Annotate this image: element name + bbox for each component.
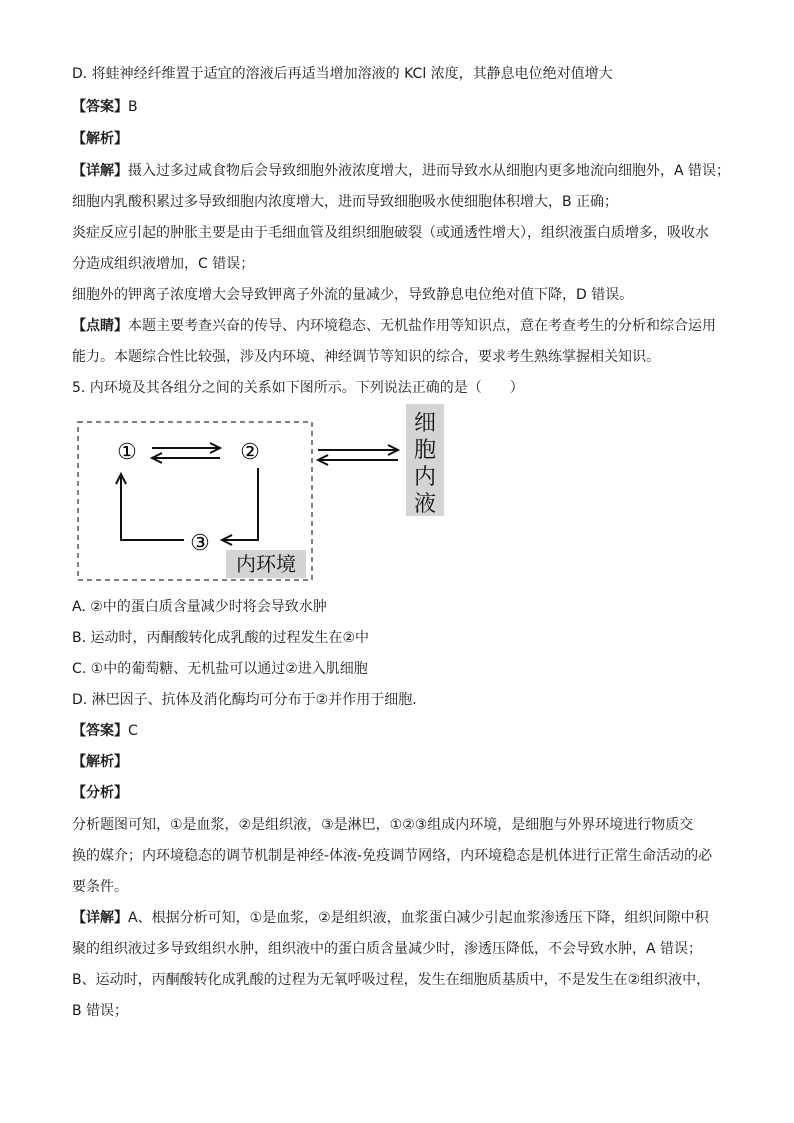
inner-environment-label: 内环境 — [236, 552, 296, 576]
node-3: ③ — [190, 531, 210, 556]
node-2: ② — [240, 440, 260, 465]
q4-detail-line-3: 炎症反应引起的肿胀主要是由于毛细血管及组织细胞破裂（或通透性增大），组织液蛋白质增多，吸收水 — [72, 225, 709, 241]
q5-fenxi-line-2: 换的媒介；内环境稳态的调节机制是神经-体液-免疫调节网络，内环境稳态是机体进行正常生命活动的必 — [72, 848, 713, 864]
detail-text: A、根据分析可知，①是血浆，②是组织液，血浆蛋白减少引起血浆渗透压下降，组织间隙中积 — [128, 910, 709, 926]
q5-detail-line-3: B、运动时，丙酮酸转化成乳酸的过程为无氧呼吸过程，发生在细胞质基质中，不是发生在②组织液中， — [72, 972, 711, 988]
comment-text: 本题主要考查兴奋的传导、内环境稳态、无机盐作用等知识点，意在考查考生的分析和综合运用 — [128, 318, 716, 334]
q5-detail-line-4: B 错误； — [72, 1003, 129, 1019]
q4-option-d: D. 将蛙神经纤维置于适宜的溶液后再适当增加溶液的 KCl 浓度，其静息电位绝对值增大 — [72, 66, 613, 82]
q5-detail-line-2: 聚的组织液过多导致组织水肿，组织液中的蛋白质含量减少时，渗透压降低，不会导致水肿，A 错误； — [72, 941, 703, 957]
arrow-3-to-1 — [116, 474, 184, 540]
q4-answer — [72, 97, 138, 117]
q4-analysis-tag: 【解析】 — [72, 131, 128, 147]
comment-tag: 【点睛】 — [72, 318, 128, 334]
detail-text: 摄入过多过咸食物后会导致细胞外液浓度增大，进而导致水从细胞内更多地流向细胞外，A 错误； — [128, 163, 731, 179]
arrow-2-to-3 — [222, 468, 258, 545]
answer-tag: 【答案】 — [72, 723, 128, 739]
q4-detail-line-5: 细胞外的钾离子浓度增大会导致钾离子外流的量减少，导致静息电位绝对值下降，D 错误。 — [72, 287, 634, 303]
q5-option-c: C. ①中的葡萄糖、无机盐可以通过②进入肌细胞 — [72, 661, 368, 677]
internal-environment-diagram — [72, 398, 452, 584]
cell-label-char-4: 液 — [413, 492, 437, 517]
q5-option-a: A. ②中的蛋白质含量减少时将会导致水肿 — [72, 599, 327, 615]
q5-option-b: B. 运动时，丙酮酸转化成乳酸的过程发生在②中 — [72, 630, 370, 646]
answer-value: C — [128, 723, 138, 739]
q5-answer — [72, 721, 138, 741]
cell-label-char-3: 内 — [413, 465, 437, 490]
q5-detail-line-1 — [72, 908, 709, 928]
cell-label-char-1: 细 — [413, 411, 437, 436]
q5-stem: 5. 内环境及其各组分之间的关系如下图所示。下列说法正确的是（ ） — [72, 380, 524, 396]
q5-fenxi-line-3: 要条件。 — [72, 879, 128, 895]
cell-label-char-2: 胞 — [413, 438, 437, 463]
q4-comment-line-1 — [72, 316, 716, 336]
answer-tag: 【答案】 — [72, 99, 128, 115]
q4-detail-line-4: 分造成组织液增加，C 错误； — [72, 256, 255, 272]
q5-fenxi-line-1: 分析题图可知，①是血浆，②是组织液，③是淋巴，①②③组成内环境，是细胞与外界环境进行物质交 — [72, 817, 694, 833]
detail-tag: 【详解】 — [72, 910, 128, 926]
q5-analysis-tag: 【解析】 — [72, 754, 128, 770]
q5-option-d: D. 淋巴因子、抗体及消化酶均可分布于②并作用于细胞． — [72, 692, 427, 708]
q4-detail-line-1 — [72, 161, 730, 181]
q4-comment-line-2: 能力。本题综合性比较强，涉及内环境、神经调节等知识的综合，要求考生熟练掌握相关知识。 — [72, 349, 660, 365]
node-1: ① — [117, 440, 137, 465]
arrows-1-2 — [152, 443, 220, 463]
arrows-env-cell — [318, 445, 398, 465]
q5-fenxi-tag: 【分析】 — [72, 785, 128, 801]
detail-tag: 【详解】 — [72, 163, 128, 179]
answer-value: B — [128, 99, 138, 115]
q4-detail-line-2: 细胞内乳酸积累过多导致细胞内浓度增大，进而导致细胞吸水使细胞体积增大，B 正确； — [72, 194, 619, 210]
